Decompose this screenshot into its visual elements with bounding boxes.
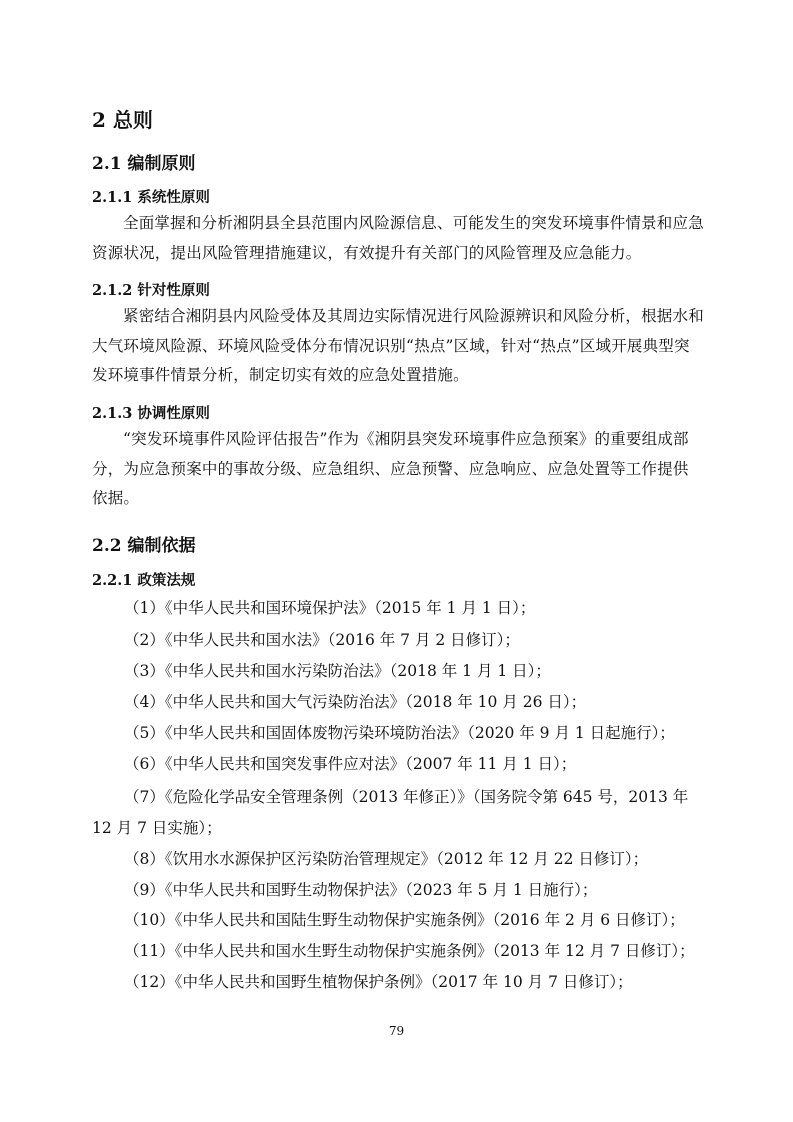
section-2-2-1-title: 2.2.1 政策法规 — [92, 572, 196, 589]
law-item: （1）《中华人民共和国环境保护法》（2015 年 1 月 1 日）； — [124, 599, 536, 617]
law-item: （6）《中华人民共和国突发事件应对法》（2007 年 11 月 1 日）； — [124, 755, 577, 773]
law-item: （2）《中华人民共和国水法》（2016 年 7 月 2 日修订）； — [124, 631, 520, 649]
section-2-1-2-text: 紧密结合湘阴县内风险受体及其周边实际情况进行风险源辨识和风险分析，根据水和大气环境风险源、环境风险受体分布情况识别“热点”区域，针对“热点”区域开展典型突发环境事件情景分析，制定切实有效的应急处置措施。 — [92, 307, 704, 384]
law-item: （5）《中华人民共和国固体废物污染环境防治法》（2020 年 9 月 1 日起施行）； — [124, 724, 675, 742]
page-number: 79 — [388, 1024, 405, 1038]
section-2-1-3-title: 2.1.3 协调性原则 — [92, 405, 210, 422]
law-item: （9）《中华人民共和国野生动物保护法》（2023 年 5 月 1 日施行）； — [124, 881, 598, 899]
law-item-continuation: 12 月 7 日实施）； — [92, 819, 222, 837]
section-2-1-title: 2.1 编制原则 — [92, 154, 196, 174]
law-item: （3）《中华人民共和国水污染防治法》（2018 年 1 月 1 日）； — [124, 662, 551, 680]
law-item: （8）《饮用水水源保护区污染防治管理规定》（2012 年 12 月 22 日修订）； — [124, 850, 649, 868]
law-item: （4）《中华人民共和国大气污染防治法》（2018 年 10 月 26 日）； — [124, 693, 587, 711]
section-2-1-1-text: 全面掌握和分析湘阴县全县范围内风险源信息、可能发生的突发环境事件情景和应急资源状况，提出风险管理措施建议，有效提升有关部门的风险管理及应急能力。 — [92, 214, 704, 262]
section-2-1-2-title: 2.1.2 针对性原则 — [92, 282, 210, 299]
law-item: （11）《中华人民共和国水生野生动物保护实施条例》（2013 年 12 月 7 日修订）； — [124, 942, 695, 960]
section-2-2-title: 2.2 编制依据 — [92, 536, 196, 556]
law-item: （10）《中华人民共和国陆生野生动物保护实施条例》（2016 年 2 月 6 日修订）； — [124, 911, 685, 929]
chapter-title: 2 总则 — [92, 108, 153, 132]
section-2-1-3-text: “突发环境事件风险评估报告”作为《湘阴县突发环境事件应急预案》的重要组成部分，为应急预案中的事故分级、应急组织、应急预警、应急响应、应急处置等工作提供依据。 — [92, 430, 689, 507]
law-item: （12）《中华人民共和国野生植物保护条例》（2017 年 10 月 7 日修订）； — [124, 973, 633, 991]
law-item: （7）《危险化学品安全管理条例（2013 年修正）》（国务院令第 645 号，2013 年 — [124, 788, 689, 806]
section-2-1-1-title: 2.1.1 系统性原则 — [92, 189, 210, 206]
